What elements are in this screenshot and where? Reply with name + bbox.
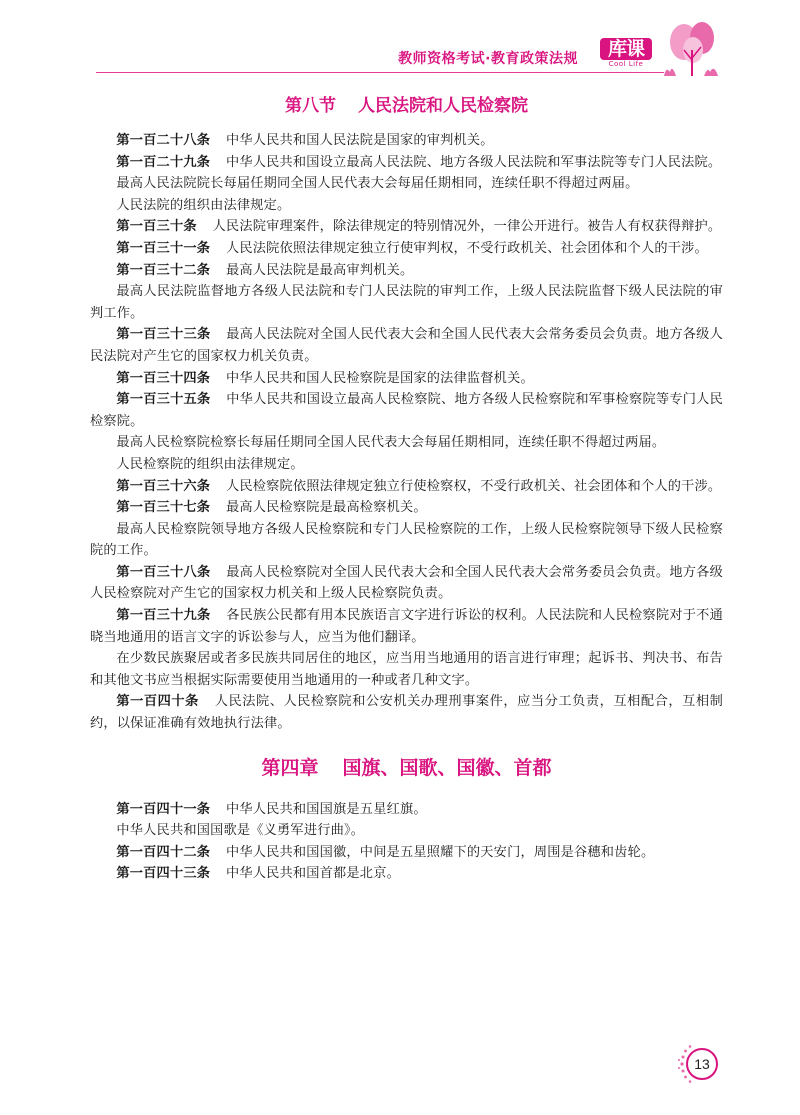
article-number: 第一百四十二条 [116, 844, 211, 860]
article-paragraph [90, 476, 723, 498]
article-paragraph [90, 863, 723, 885]
article-number: 第一百三十九条 [116, 608, 211, 624]
article-number: 第一百三十八条 [116, 564, 211, 580]
article-paragraph [90, 454, 723, 476]
article-number: 第一百三十五条 [116, 392, 211, 408]
article-paragraph [90, 281, 723, 324]
article-paragraph [90, 799, 723, 821]
header-title: 教师资格考试·教育政策法规 [398, 51, 578, 67]
header-divider [96, 72, 664, 73]
article-paragraph [90, 691, 723, 734]
article-number: 第一百三十条 [116, 219, 197, 235]
chapter-articles [90, 799, 723, 885]
page-header [0, 0, 800, 80]
article-text: 中华人民共和国人民检察院是国家的法律监督机关。 [225, 370, 534, 386]
article-paragraph [90, 173, 723, 195]
article-text: 最高人民检察院检察长每届任期同全国人民代表大会每届任期相同，连续任职不得超过两届。 [116, 435, 666, 451]
article-number: 第一百二十九条 [116, 154, 211, 170]
article-text: 中华人民共和国设立最高人民检察院、地方各级人民检察院和军事检察院等专门人民检察院。 [90, 392, 723, 429]
article-text: 中华人民共和国首都是北京。 [225, 866, 400, 882]
section-title: 人民法院和人民检察院 [358, 96, 528, 116]
article-number: 第一百三十一条 [116, 240, 211, 256]
article-number: 第一百四十条 [116, 694, 199, 710]
article-paragraph [90, 368, 723, 390]
article-number: 第一百三十二条 [116, 262, 211, 278]
article-paragraph [90, 432, 723, 454]
brand-logo-text: 库课 [600, 38, 652, 60]
article-text: 中华人民共和国设立最高人民法院、地方各级人民法院和军事法院等专门人民法院。 [225, 154, 722, 170]
article-paragraph [90, 497, 723, 519]
article-number: 第一百二十八条 [116, 133, 211, 148]
article-paragraph [90, 519, 723, 562]
article-paragraph [90, 195, 723, 217]
chapter-title: 国旗、国歌、国徽、首都 [342, 756, 552, 779]
section-number: 第八节 [285, 96, 336, 116]
article-text: 最高人民检察院是最高检察机关。 [225, 500, 427, 516]
chapter-heading [90, 753, 723, 783]
article-paragraph [90, 605, 723, 648]
page-content [90, 94, 723, 885]
page-number: 13 [686, 1048, 718, 1080]
article-paragraph [90, 216, 723, 238]
article-text: 人民法院审理案件，除法律规定的特别情况外，一律公开进行。被告人有权获得辩护。 [212, 219, 722, 235]
article-text: 人民法院依照法律规定独立行使审判权，不受行政机关、社会团体和个人的干涉。 [225, 240, 708, 256]
article-paragraph [90, 324, 723, 367]
article-number: 第一百四十一条 [116, 801, 211, 817]
article-text: 人民法院、人民检察院和公安机关办理刑事案件，应当分工负责，互相配合，互相制约，以保证准确有效地执行法律。 [90, 694, 723, 732]
article-text: 在少数民族聚居或者多民族共同居住的地区，应当用当地通用的语言进行审理；起诉书、判决书、布告和其他文书应当根据实际需要使用当地通用的一种或者几种文字。 [90, 651, 723, 688]
article-number: 第一百三十七条 [116, 500, 211, 516]
article-text: 最高人民法院是最高审判机关。 [225, 262, 414, 278]
article-paragraph [90, 842, 723, 864]
article-paragraph [90, 562, 723, 605]
article-paragraph [90, 152, 723, 174]
article-paragraph [90, 130, 723, 152]
article-text: 各民族公民都有用本民族语言文字进行诉讼的权利。人民法院和人民检察院对于不通晓当地通用的语言文字的诉讼参与人，应当为他们翻译。 [90, 608, 723, 645]
article-paragraph [90, 820, 723, 842]
article-paragraph [90, 238, 723, 260]
article-text: 人民检察院依照法律规定独立行使检察权，不受行政机关、社会团体和个人的干涉。 [225, 478, 722, 494]
article-text: 人民法院的组织由法律规定。 [116, 197, 291, 213]
section-articles [90, 130, 723, 735]
article-number: 第一百三十六条 [116, 478, 211, 494]
article-text: 中华人民共和国人民法院是国家的审判机关。 [225, 133, 494, 148]
article-text: 最高人民检察院领导地方各级人民检察院和专门人民检察院的工作，上级人民检察院领导下级人民检察院的工作。 [90, 521, 723, 559]
section-heading [90, 94, 723, 118]
article-text: 最高人民检察院对全国人民代表大会和全国人民代表大会常务委员会负责。地方各级人民检察院对产生它的国家权力机关和上级人民检察院负责。 [90, 564, 723, 602]
article-paragraph [90, 389, 723, 432]
brand-logo [600, 38, 652, 70]
brand-logo-subtext: Cool Life [608, 60, 644, 68]
article-number: 第一百三十四条 [116, 370, 211, 386]
article-text: 中华人民共和国国歌是《义勇军进行曲》。 [116, 823, 365, 839]
tree-decoration-icon [660, 20, 724, 80]
article-text: 中华人民共和国国徽，中间是五星照耀下的天安门，周围是谷穗和齿轮。 [225, 844, 655, 860]
article-text: 中华人民共和国国旗是五星红旗。 [225, 801, 427, 817]
article-paragraph [90, 260, 723, 282]
article-text: 最高人民法院对全国人民代表大会和全国人民代表大会常务委员会负责。地方各级人民法院对产生它的国家权力机关负责。 [90, 327, 723, 364]
article-text: 最高人民法院院长每届任期同全国人民代表大会每届任期相同，连续任职不得超过两届。 [116, 176, 639, 192]
article-text: 最高人民法院监督地方各级人民法院和专门人民法院的审判工作，上级人民法院监督下级人民法院的审判工作。 [90, 284, 723, 321]
article-paragraph [90, 648, 723, 691]
article-number: 第一百四十三条 [116, 866, 211, 882]
page-number-badge [676, 1040, 724, 1088]
article-text: 人民检察院的组织由法律规定。 [116, 456, 304, 472]
chapter-number: 第四章 [261, 756, 319, 779]
article-number: 第一百三十三条 [116, 327, 211, 343]
